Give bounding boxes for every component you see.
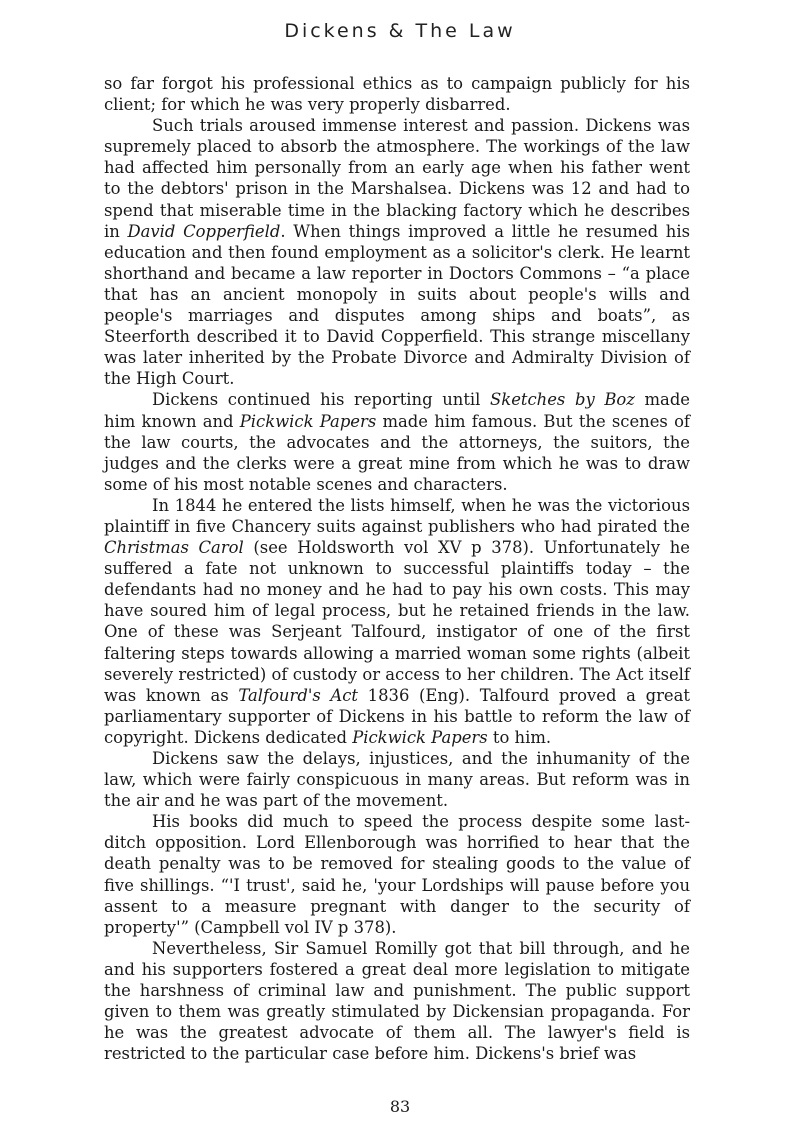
paragraph-5 <box>104 748 690 811</box>
paragraph-1 <box>104 73 690 115</box>
text-run: made him famous. But the scenes of the law courts, the advocates and the attorneys, the suitors, the judges and the clerks were a great mine from which he was to draw some of his most notable scenes and characters. <box>104 411 691 494</box>
italic-title-christmas-carol: Christmas Carol <box>104 538 244 558</box>
paragraph-2 <box>104 115 690 389</box>
italic-title-pickwick-papers: Pickwick Papers <box>352 727 488 747</box>
text-run: Such trials aroused immense interest and passion. Dickens was supremely placed to absorb the atmosphere. The workings of the law had affected him personally from an early age when his father went to the debtors' prison in the Marshalsea. Dickens was 12 and had to spend that miserable time in the blacking factory which he describes in <box>104 116 690 241</box>
page-number: 83 <box>389 1097 411 1116</box>
text-run: In 1844 he entered the lists himself, when he was the victorious plaintiff in five Chancery suits against publishers who had pirated the <box>104 495 690 536</box>
text-run: . When things improved a little he resumed his education and then found employment as a solicitor's clerk. He learnt shorthand and became a law reporter in Doctors Commons – “a place that has an ancient monopoly in suits about people's wills and people's marriages and disputes among ships and boats”, as Steerforth described it to David Copperfield. This strange miscellany was later inherited by the Probate Divorce and Admiralty Division of the High Court. <box>104 221 691 389</box>
text-run: Nevertheless, Sir Samuel Romilly got that bill through, and he and his supporters fostered a great deal more legislation to mitigate the harshness of criminal law and punishment. The public support given to them was greatly stimulated by Dickensian propaganda. For he was the greatest advocate of them all. The lawyer's field is restricted to the particular case before him. Dickens's brief was <box>104 938 690 1064</box>
running-header: Dickens & The Law <box>284 20 516 42</box>
text-run: so far forgot his professional ethics as to campaign publicly for his client; for which he was very properly disbarred. <box>104 74 690 115</box>
text-run: to him. <box>487 727 552 747</box>
text-run: Dickens continued his reporting until <box>152 390 491 410</box>
italic-title-pickwick-papers: Pickwick Papers <box>239 411 377 431</box>
body-text <box>104 73 690 1064</box>
italic-title-david-copperfield: David Copperfield <box>127 221 281 241</box>
italic-title-sketches-by-boz: Sketches by Boz <box>490 390 635 410</box>
paragraph-7 <box>104 938 690 1065</box>
text-run: made him known and <box>104 390 691 431</box>
paragraph-3 <box>104 389 690 494</box>
paragraph-6 <box>104 811 690 938</box>
text-run: 1836 (Eng). Talfourd proved a great parliamentary supporter of Dickens in his battle to reform the law of copyright. Dickens dedicated <box>104 685 690 747</box>
italic-title-talfourds-act: Talfourd's Act <box>238 685 358 705</box>
paragraph-4 <box>104 495 690 748</box>
text-run: Dickens saw the delays, injustices, and the inhumanity of the law, which were fairly conspicuous in many areas. But reform was in the air and he was part of the movement. <box>104 749 690 811</box>
text-run: (see Holdsworth vol XV p 378). Unfortunately he suffered a fate not unknown to successful plaintiffs today – the defendants had no money and he had to pay his own costs. This may have soured him of legal process, but he retained friends in the law. One of these was Serjeant Talfourd, instigator of one of the first faltering steps towards allowing a married woman some rights (albeit severely restricted) of custody or access to her children. The Act itself was known as <box>104 538 690 705</box>
text-run: His books did much to speed the process despite some last-ditch opposition. Lord Ellenborough was horrified to hear that the death penalty was to be removed for stealing goods to the value of five shillings. “'I trust', said he, 'your Lordships will pause before you assent to a measure pregnant with danger to the security of property'” (Campbell vol IV p 378). <box>104 812 690 937</box>
